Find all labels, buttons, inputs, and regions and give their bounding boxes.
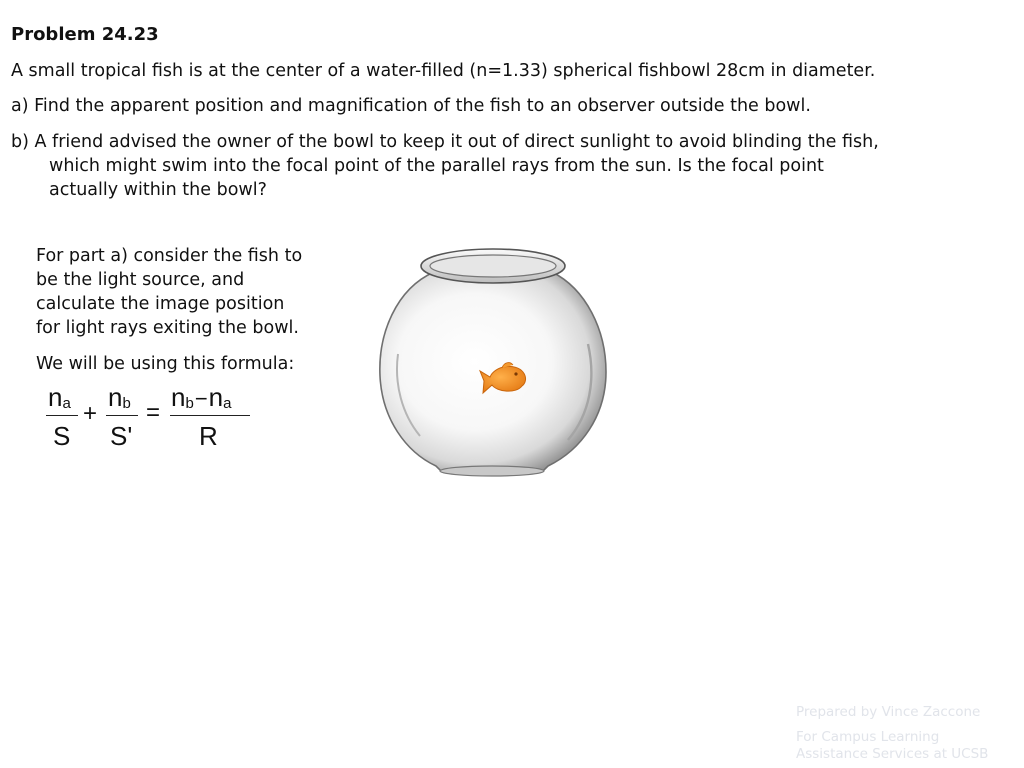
part-b-text-line1: b) A friend advised the owner of the bowl to keep it out of direct sunlight to avoid blinding the fish, — [11, 132, 879, 152]
formula-numerator-na: na — [48, 382, 71, 412]
problem-title: Problem 24.23 — [11, 24, 159, 45]
formula-fraction-bar-1 — [46, 415, 78, 416]
fishbowl-image — [376, 244, 610, 480]
part-b-text-line3: actually within the bowl? — [49, 180, 267, 200]
formula-denominator-r: R — [199, 421, 218, 451]
formula-denominator-s-prime: S' — [110, 421, 133, 451]
part-b-text-line2: which might swim into the focal point of the parallel rays from the sun. Is the focal point — [49, 156, 824, 176]
hint-line3: calculate the image position — [36, 294, 285, 314]
hint-line4: for light rays exiting the bowl. — [36, 318, 299, 338]
refraction-formula — [40, 380, 270, 460]
footer-assistance: Assistance Services at UCSB — [796, 746, 989, 762]
formula-equals: = — [146, 399, 161, 426]
hint-line2: be the light source, and — [36, 270, 245, 290]
formula-intro: We will be using this formula: — [36, 354, 295, 374]
formula-fraction-bar-3 — [170, 415, 250, 416]
formula-denominator-s: S — [53, 421, 71, 451]
part-a-text: a) Find the apparent position and magnification of the fish to an observer outside the bowl. — [11, 96, 811, 116]
problem-statement: A small tropical fish is at the center of a water-filled (n=1.33) spherical fishbowl 28cm in diameter. — [11, 61, 876, 81]
hint-line1: For part a) consider the fish to — [36, 246, 303, 266]
footer-prepared-by: Prepared by Vince Zaccone — [796, 704, 981, 720]
formula-numerator-nb: nb — [108, 382, 131, 412]
footer-for-campus: For Campus Learning — [796, 729, 940, 745]
bowl-base — [440, 466, 544, 476]
formula-numerator-nb-minus-na: nb−na — [171, 382, 232, 412]
formula-fraction-bar-2 — [106, 415, 138, 416]
formula-plus: + — [83, 400, 98, 427]
bowl-opening — [430, 255, 556, 277]
